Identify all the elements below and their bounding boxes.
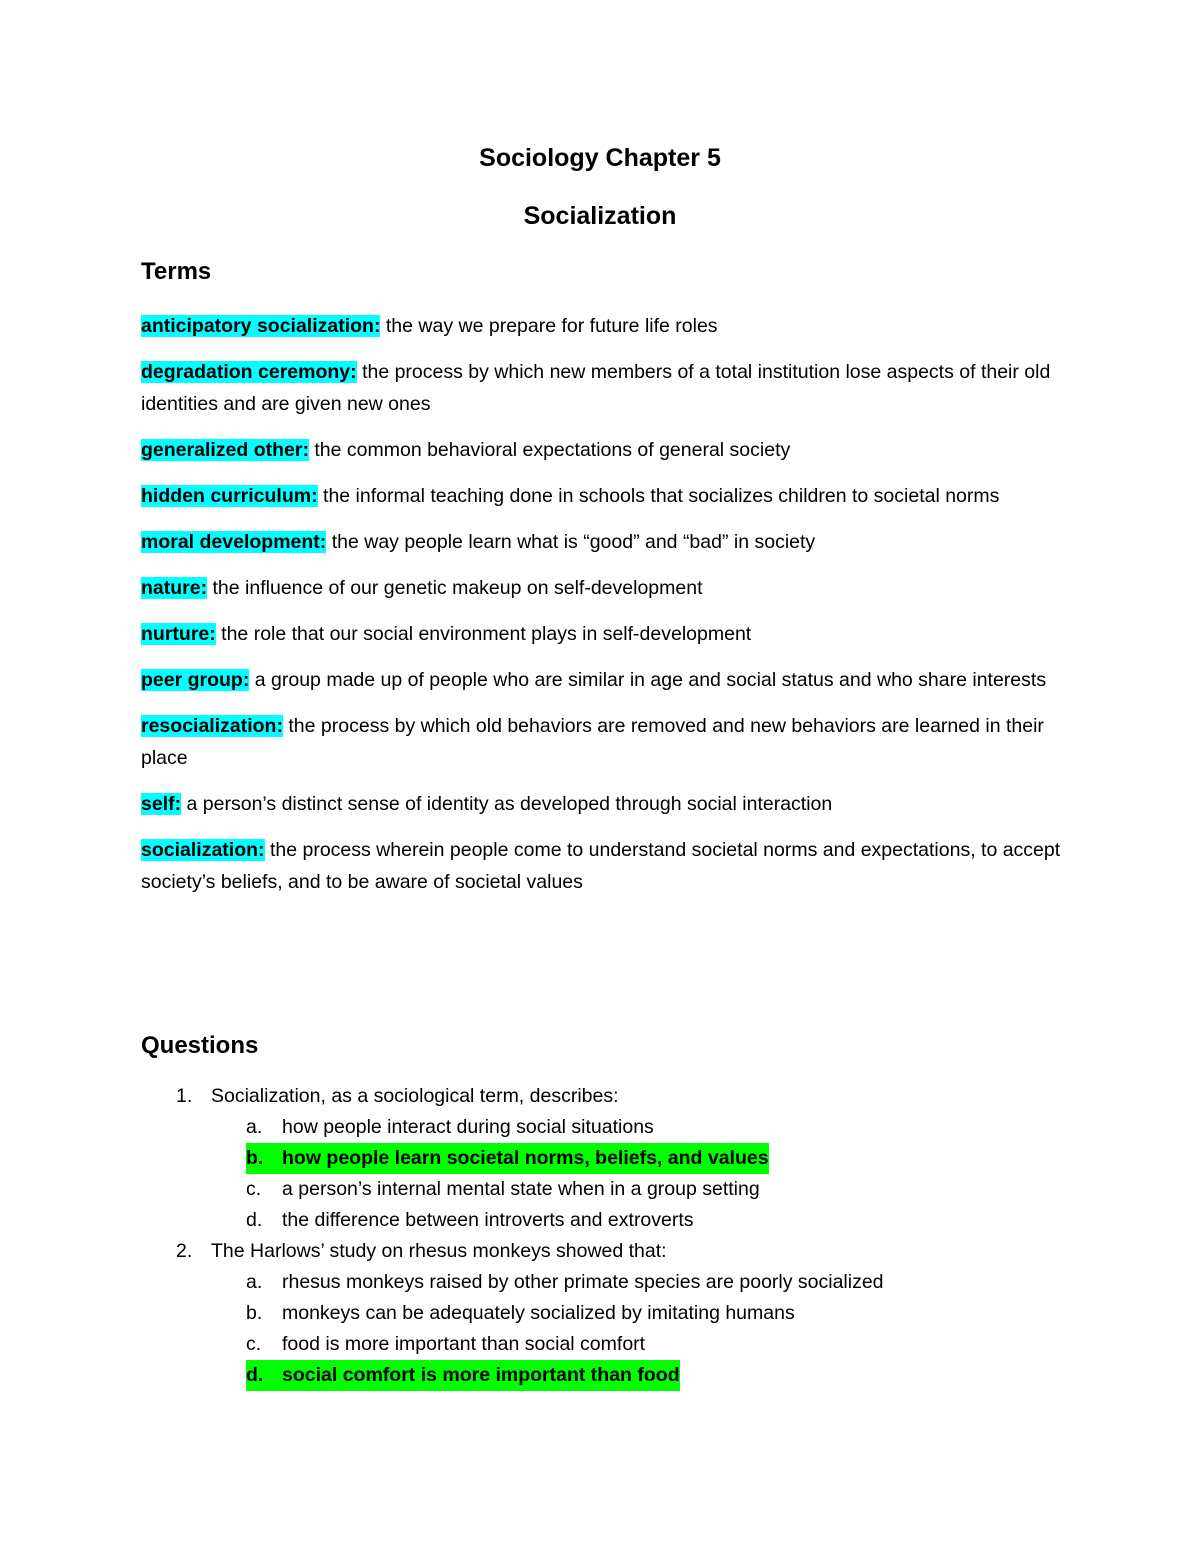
term-word: self: [141, 793, 182, 815]
term-word: socialization: [141, 839, 265, 861]
term-definition: the way we prepare for future life roles [385, 315, 718, 337]
answer-option [141, 1329, 1081, 1360]
term-entry [141, 664, 1081, 696]
questions-heading: Questions [141, 1032, 259, 1059]
term-word: moral development: [141, 531, 327, 553]
term-entry [141, 834, 1081, 898]
term-entry [141, 618, 1081, 650]
option-letter: b. [246, 1147, 264, 1169]
term-entry [141, 310, 1081, 342]
question-stem [141, 1081, 1081, 1112]
term-definition: the way people learn what is “good” and “bad” in society [331, 531, 816, 553]
option-text: a person’s internal mental state when in a group setting [282, 1178, 760, 1200]
option-letter: a. [246, 1116, 263, 1138]
answer-option [141, 1174, 1081, 1205]
term-word: anticipatory socialization: [141, 315, 381, 337]
option-text: food is more important than social comfort [282, 1333, 646, 1355]
option-text: rhesus monkeys raised by other primate species are poorly socialized [282, 1271, 884, 1293]
term-definition: the process by which old behaviors are removed and new behaviors are learned in their place [141, 715, 1044, 769]
question-number: 2. [176, 1240, 193, 1262]
answer-option [141, 1205, 1081, 1236]
option-text: how people learn societal norms, beliefs, and values [282, 1147, 769, 1169]
term-entry [141, 572, 1081, 604]
term-definition: a person’s distinct sense of identity as developed through social interaction [186, 793, 833, 815]
option-letter: c. [246, 1178, 262, 1200]
option-letter: a. [246, 1271, 263, 1293]
question-text: Socialization, as a sociological term, describes: [211, 1085, 619, 1107]
term-word: generalized other: [141, 439, 309, 461]
term-entry [141, 356, 1081, 420]
answer-option-correct [141, 1143, 1081, 1174]
option-letter: c. [246, 1333, 262, 1355]
answer-option [141, 1112, 1081, 1143]
question-text: The Harlows’ study on rhesus monkeys showed that: [211, 1240, 667, 1262]
question-2 [141, 1236, 1081, 1391]
term-definition: the role that our social environment plays in self-development [221, 623, 752, 645]
term-entry [141, 710, 1081, 774]
answer-option [141, 1267, 1081, 1298]
answer-option [141, 1298, 1081, 1329]
term-entry [141, 788, 1081, 820]
option-text: monkeys can be adequately socialized by imitating humans [282, 1302, 795, 1324]
term-word: degradation ceremony: [141, 361, 357, 383]
option-letter: d. [246, 1209, 263, 1231]
term-entry [141, 526, 1081, 558]
page-subtitle: Socialization [523, 202, 677, 230]
option-text: social comfort is more important than food [282, 1364, 680, 1386]
term-definition: the informal teaching done in schools that socializes children to societal norms [323, 485, 1000, 507]
correct-answer-highlight [246, 1143, 769, 1174]
term-word: nature: [141, 577, 208, 599]
terms-heading: Terms [141, 258, 212, 285]
questions-list [141, 1081, 1081, 1391]
correct-answer-highlight [246, 1360, 680, 1391]
term-definition: a group made up of people who are similar in age and social status and who share interests [254, 669, 1047, 691]
answer-option-correct [141, 1360, 1081, 1391]
option-text: how people interact during social situations [282, 1116, 654, 1138]
term-word: peer group: [141, 669, 250, 691]
term-word: hidden curriculum: [141, 485, 318, 507]
term-entry [141, 434, 1081, 466]
question-number: 1. [176, 1085, 193, 1107]
option-text: the difference between introverts and extroverts [282, 1209, 694, 1231]
term-definition: the process by which new members of a total institution lose aspects of their old identities and are given new ones [141, 361, 1051, 415]
term-entry [141, 480, 1081, 512]
option-letter: b. [246, 1302, 263, 1324]
question-stem [141, 1236, 1081, 1267]
term-definition: the common behavioral expectations of general society [314, 439, 791, 461]
question-1 [141, 1081, 1081, 1236]
term-definition: the process wherein people come to understand societal norms and expectations, to accept society’s beliefs, and to be aware of societal values [141, 839, 1061, 893]
option-letter: d. [246, 1364, 264, 1386]
terms-list [141, 310, 1081, 912]
page-title: Sociology Chapter 5 [479, 144, 721, 172]
term-word: resocialization: [141, 715, 283, 737]
term-definition: the influence of our genetic makeup on self-development [212, 577, 703, 599]
term-word: nurture: [141, 623, 216, 645]
